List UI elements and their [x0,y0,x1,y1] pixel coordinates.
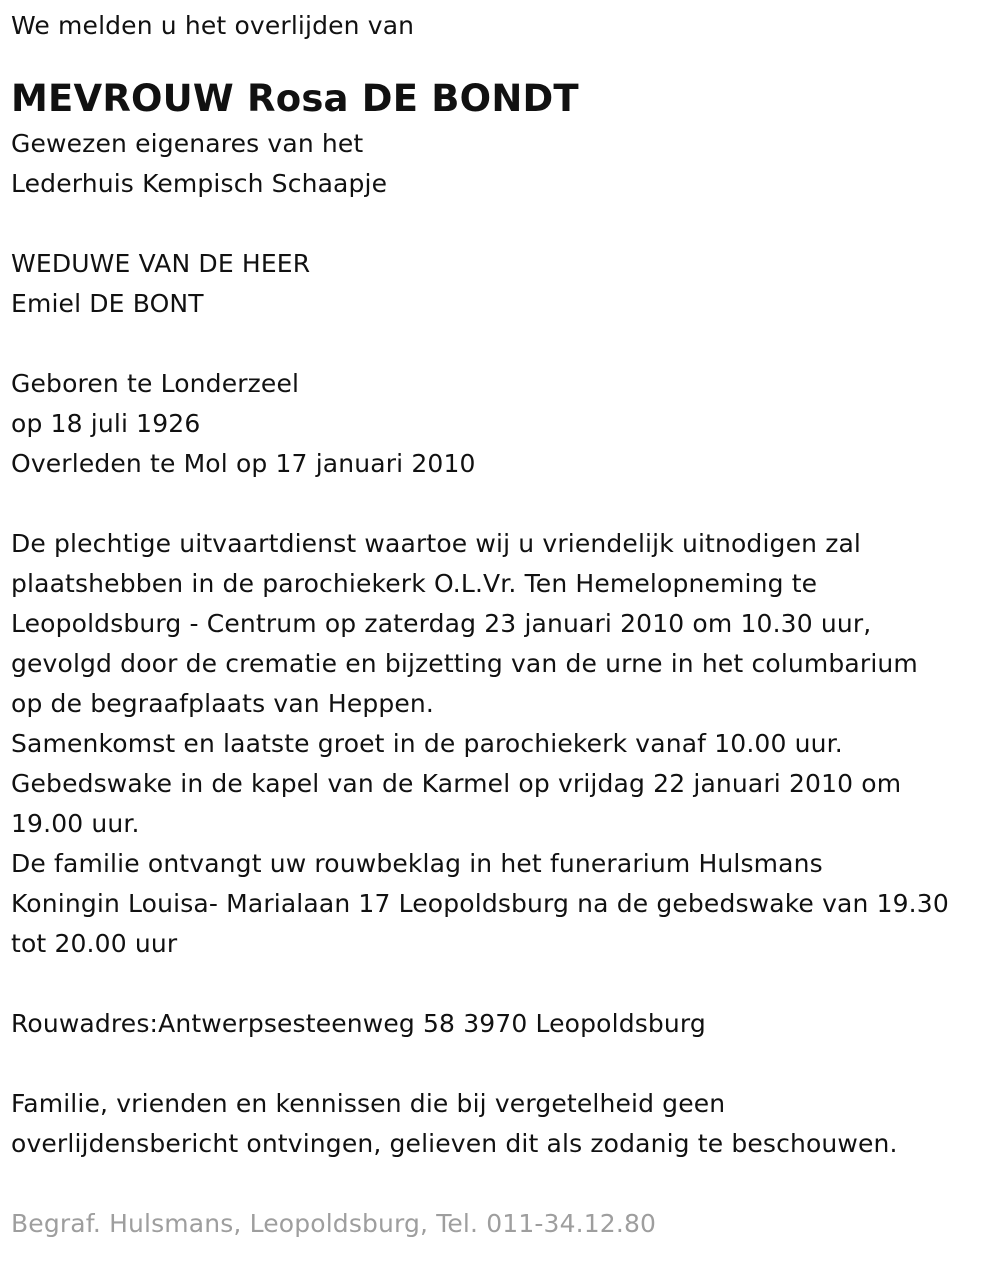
spacer [11,964,991,1004]
spacer [11,484,991,524]
service-line: De familie ontvangt uw rouwbeklag in het funerarium Hulsmans [11,849,823,878]
spacer [11,1044,991,1084]
intro-text: We melden u het overlijden van [11,11,415,40]
service-line: plaatshebben in de parochiekerk O.L.Vr. Ten Hemelopneming te [11,569,818,598]
mourning-address: Rouwadres:Antwerpsesteenweg 58 3970 Leopoldsburg [11,1009,706,1038]
service-line: op de begraafplaats van Heppen. [11,689,435,718]
dates-line: Overleden te Mol op 17 januari 2010 [11,449,476,478]
role-line: Lederhuis Kempisch Schaapje [11,169,388,198]
funeral-home-footer: Begraf. Hulsmans, Leopoldsburg, Tel. 011-34.12.80 [11,1209,657,1238]
service-line: tot 20.00 uur [11,929,178,958]
service-line: Leopoldsburg - Centrum op zaterdag 23 januari 2010 om 10.30 uur, [11,609,872,638]
deceased-name: MEVROUW Rosa DE BONDT [11,77,579,120]
service-line: 19.00 uur. [11,809,140,838]
spouse-line: Emiel DE BONT [11,289,204,318]
service-line: Gebedswake in de kapel van de Karmel op vrijdag 22 januari 2010 om [11,769,902,798]
spouse-line: WEDUWE VAN DE HEER [11,249,311,278]
service-line: Koningin Louisa- Marialaan 17 Leopoldsburg na de gebedswake van 19.30 [11,889,949,918]
spacer [11,324,991,364]
notice-line: Familie, vrienden en kennissen die bij vergetelheid geen [11,1089,726,1118]
service-line: gevolgd door de crematie en bijzetting van de urne in het columbarium [11,649,918,678]
spacer [11,204,991,244]
dates-line: op 18 juli 1926 [11,409,201,438]
service-line: De plechtige uitvaartdienst waartoe wij u vriendelijk uitnodigen zal [11,529,862,558]
role-line: Gewezen eigenares van het [11,129,364,158]
obituary-notice [11,6,991,1244]
service-line: Samenkomst en laatste groet in de parochiekerk vanaf 10.00 uur. [11,729,843,758]
spacer [11,1164,991,1204]
dates-line: Geboren te Londerzeel [11,369,300,398]
notice-line: overlijdensbericht ontvingen, gelieven dit als zodanig te beschouwen. [11,1129,898,1158]
